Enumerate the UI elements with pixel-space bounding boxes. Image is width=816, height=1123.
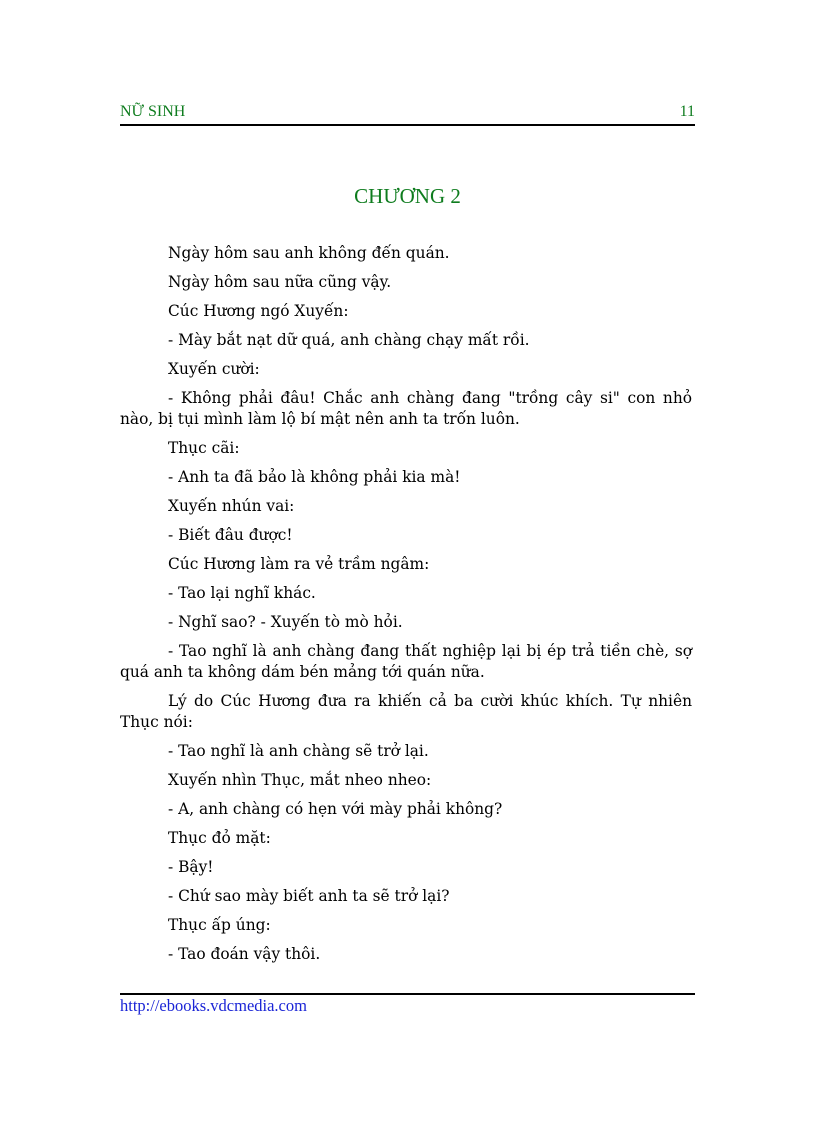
paragraph: - Tao nghĩ là anh chàng sẽ trở lại.	[168, 742, 429, 760]
paragraph: Xuyến cười:	[168, 360, 260, 378]
paragraph: Xuyến nhìn Thục, mắt nheo nheo:	[168, 771, 432, 789]
paragraph: Cúc Hương làm ra vẻ trầm ngâm:	[168, 555, 430, 573]
paragraph: - Mày bắt nạt dữ quá, anh chàng chạy mất rồi.	[168, 331, 530, 349]
paragraph: Thục đỏ mặt:	[168, 829, 271, 847]
chapter-title: CHƯƠNG 2	[354, 184, 461, 208]
paragraph: - Tao đoán vậy thôi.	[168, 945, 321, 963]
paragraph: - Anh ta đã bảo là không phải kia mà!	[168, 468, 461, 486]
paragraph: - Chứ sao mày biết anh ta sẽ trở lại?	[168, 887, 450, 905]
paragraph: - A, anh chàng có hẹn với mày phải không?	[168, 800, 503, 818]
paragraph: - Tao lại nghĩ khác.	[168, 584, 316, 602]
book-title: NỮ SINH	[120, 103, 186, 120]
page-header	[120, 102, 695, 126]
paragraph: Ngày hôm sau nữa cũng vậy.	[168, 273, 392, 291]
paragraph: - Tao nghĩ là anh chàng đang thất nghiệp lại bị ép trả tiền chè, sợ quá anh ta không dám bén mảng tới quán nữa.	[120, 642, 692, 681]
paragraph: Thục ấp úng:	[168, 916, 271, 934]
footer-divider	[120, 993, 695, 995]
paragraph: Xuyến nhún vai:	[168, 497, 295, 515]
paragraph: Cúc Hương ngó Xuyến:	[168, 302, 349, 320]
paragraph: - Bậy!	[168, 858, 214, 876]
paragraph: Ngày hôm sau anh không đến quán.	[168, 244, 450, 262]
page-number: 11	[679, 103, 695, 120]
paragraph: - Biết đâu được!	[168, 526, 293, 544]
paragraph: Thục cãi:	[168, 439, 240, 457]
paragraph: - Nghĩ sao? - Xuyến tò mò hỏi.	[168, 613, 403, 631]
chapter-body	[120, 243, 692, 973]
paragraph: - Không phải đâu! Chắc anh chàng đang "trồng cây si" con nhỏ nào, bị tụi mình làm lộ bí mật nên anh ta trốn luôn.	[120, 389, 692, 428]
paragraph: Lý do Cúc Hương đưa ra khiến cả ba cười khúc khích. Tự nhiên Thục nói:	[120, 692, 692, 731]
footer-website-link[interactable]: http://ebooks.vdcmedia.com	[120, 996, 307, 1015]
